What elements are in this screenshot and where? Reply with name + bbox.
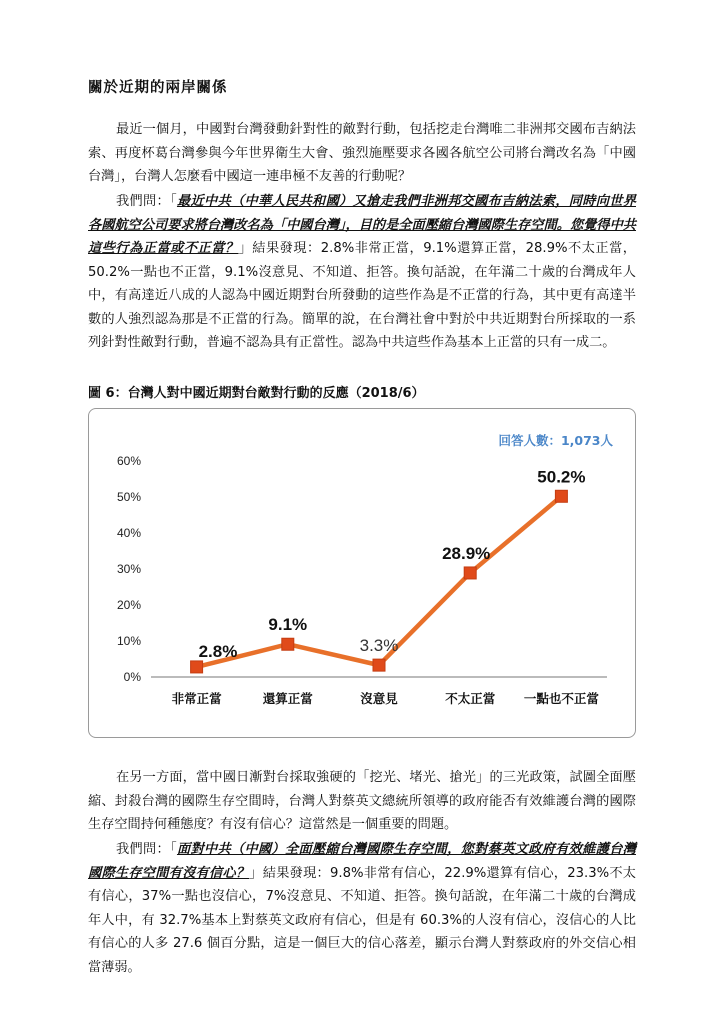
y-tick-label: 20% — [116, 598, 141, 612]
paragraph-2-results: 」結果發現：2.8%非常正當，9.1%還算正當，28.9%不太正當，50.2%一點也不正當，9.1%沒意見、不知道、拒答。換句話說，在年滿二十歲的台灣成年人中，有高達近八成的人認為中國近期對台所發動的這些作為是不正當的行為，其中更有高達半數的人強烈認為那是不正當的行為。簡單的說，在台灣社會中對於中共近期對台所採取的一系列針對性敵對行動，普遍不認為具有正當性。認為中共這些作為基本上正當的只有一成二。 — [88, 241, 636, 350]
data-point — [191, 661, 203, 673]
x-tick-label: 一點也不正當 — [523, 691, 599, 706]
y-tick-label: 30% — [116, 562, 141, 576]
section-heading: 關於近期的兩岸關係 — [88, 79, 228, 96]
chart-frame — [88, 408, 636, 738]
paragraph-4-results: 」結果發現：9.8%非常有信心，22.9%還算有信心，23.3%不太有信心，37%一點也沒信心，7%沒意見、不知道、拒答。換句話說，在年滿二十歲的台灣成年人中，有 32.7%基本上對蔡英文政府有信心，但是有 60.3%的人沒有信心，沒信心的人比有信心的人多 27.6 個百分點，這是一個巨大的信心落差，顯示台灣人對蔡政府的外交信心相當薄弱。 — [88, 865, 636, 975]
paragraph-1: 最近一個月，中國對台灣發動針對性的敵對行動，包括挖走台灣唯二非洲邦交國布吉納法索、再度杯葛台灣參與今年世界衛生大會、強烈施壓要求各國各航空公司將台灣改名為「中國台灣」，台灣人怎麼看中國這一連串極不友善的行動呢？ — [88, 122, 636, 184]
respondent-count: 回答人數：1,073人 — [498, 433, 613, 448]
y-tick-label: 40% — [116, 526, 141, 540]
y-tick-label: 60% — [116, 454, 141, 468]
data-point — [464, 567, 476, 579]
x-tick-label: 還算正當 — [262, 691, 313, 706]
paragraph-2 — [88, 190, 636, 355]
survey-question-1: 最近中共（中華人民共和國）又搶走我們非洲邦交國布吉納法索，同時向世界各國航空公司要求將台灣改名為「中國台灣」，目的是全面壓縮台灣國際生存空間。您覺得中共這些行為正當或不正當？ — [88, 194, 636, 256]
data-label: 9.1% — [268, 615, 308, 635]
data-point — [282, 638, 294, 650]
data-point — [373, 659, 385, 671]
line-chart — [89, 409, 637, 739]
y-tick-label: 10% — [116, 634, 141, 648]
x-tick-label: 沒意見 — [360, 691, 398, 706]
data-label: 2.8% — [198, 641, 238, 661]
x-tick-label: 非常正當 — [171, 691, 222, 706]
data-point — [555, 490, 567, 502]
paragraph-4 — [88, 838, 636, 979]
data-label: 28.9% — [442, 543, 491, 563]
paragraph-4-intro: 我們問：「 — [116, 842, 177, 857]
x-tick-label: 不太正當 — [445, 691, 496, 706]
y-tick-label: 0% — [123, 670, 141, 684]
figure-caption: 圖 6：台灣人對中國近期對台敵對行動的反應（2018/6） — [88, 386, 425, 401]
survey-question-2: 面對中共（中國）全面壓縮台灣國際生存空間，您對蔡英文政府有效維護台灣國際生存空間有沒有信心？ — [88, 842, 636, 881]
paragraph-2-intro: 我們問：「 — [116, 194, 177, 209]
y-tick-label: 50% — [116, 490, 141, 504]
data-label: 3.3% — [359, 636, 399, 656]
data-label: 50.2% — [537, 467, 586, 487]
paragraph-3: 在另一方面，當中國日漸對台採取強硬的「挖光、堵光、搶光」的三光政策，試圖全面壓縮、封殺台灣的國際生存空間時，台灣人對蔡英文總統所領導的政府能否有效維護台灣的國際生存空間持何種態度？有沒有信心？這當然是一個重要的問題。 — [88, 770, 636, 832]
